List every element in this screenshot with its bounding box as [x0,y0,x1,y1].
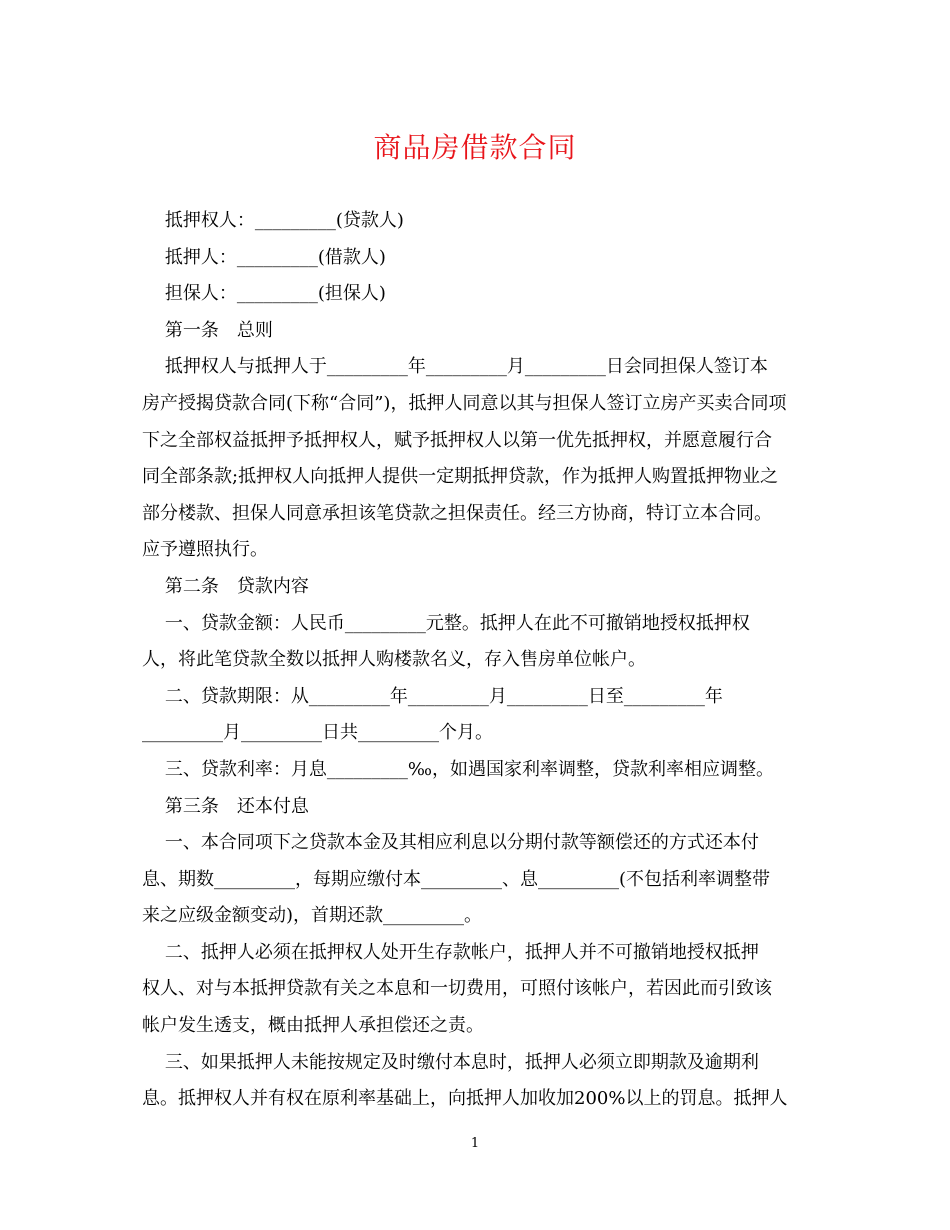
text-line: 二、贷款期限：从_________年_________月_________日至_________年 [142,685,723,707]
text-line: 一、本合同项下之贷款本金及其相应利息以分期付款等额偿还的方式还本付 [142,832,759,854]
article-2-heading: 第二条 贷款内容 [142,575,309,597]
document-title: 商品房借款合同 [373,131,577,164]
text-line: 权人、对与本抵押贷款有关之本息和一切费用，可照付该帐户，若因此而引致该 [142,978,772,1000]
page-number: 1 [470,1136,480,1151]
text-line: 一、贷款金额：人民币_________元整。抵押人在此不可撤销地授权抵押权 [142,612,750,634]
text-line: 二、抵押人必须在抵押权人处开生存款帐户，抵押人并不可撤销地授权抵押 [142,941,759,963]
text-line: 来之应级金额变动)，首期还款_________。 [142,905,483,927]
text-line: 同全部条款;抵押权人向抵押人提供一定期抵押贷款，作为抵押人购置抵押物业之 [142,466,779,488]
article-1-heading: 第一条 总则 [142,319,273,341]
text-line: 人，将此笔贷款全数以抵押人购楼款名义，存入售房单位帐户。 [142,649,646,671]
text-line: 应予遵照执行。 [142,539,268,561]
text-line: 帐户发生透支，概由抵押人承担偿还之责。 [142,1015,484,1037]
text-line: 部分楼款、担保人同意承担该笔贷款之担保责任。经三方协商，特订立本合同。 [142,502,772,524]
text-line: 息、期数_________，每期应缴付本_________、息_________(不包括利率调整带 [142,868,771,890]
document-body [142,203,810,1118]
text-line: 三、如果抵押人未能按规定及时缴付本息时，抵押人必须立即期款及逾期利 [142,1051,759,1073]
text-line: 下之全部权益抵押予抵押权人，赋予抵押权人以第一优先抵押权，并愿意履行合 [142,429,772,451]
text-line: 抵押权人与抵押人于_________年_________月_________日会同担保人签订本 [142,356,768,378]
text-line-guarantor: 担保人：_________(担保人) [142,283,386,305]
text-line-lender: 抵押权人：_________(贷款人) [142,210,404,231]
text-line: 三、贷款利率：月息_________‰，如遇国家利率调整，贷款利率相应调整。 [142,758,775,780]
text-line: 房产授揭贷款合同(下称“合同”)，抵押人同意以其与担保人签订立房产买卖合同项 [142,392,787,414]
text-line: _________月_________日共_________个月。 [142,722,493,744]
text-line: 息。抵押权人并有权在原利率基础上，向抵押人加收加200%以上的罚息。抵押人 [142,1088,788,1110]
text-line-borrower: 抵押人：_________(借款人) [142,246,386,268]
article-3-heading: 第三条 还本付息 [142,795,309,817]
